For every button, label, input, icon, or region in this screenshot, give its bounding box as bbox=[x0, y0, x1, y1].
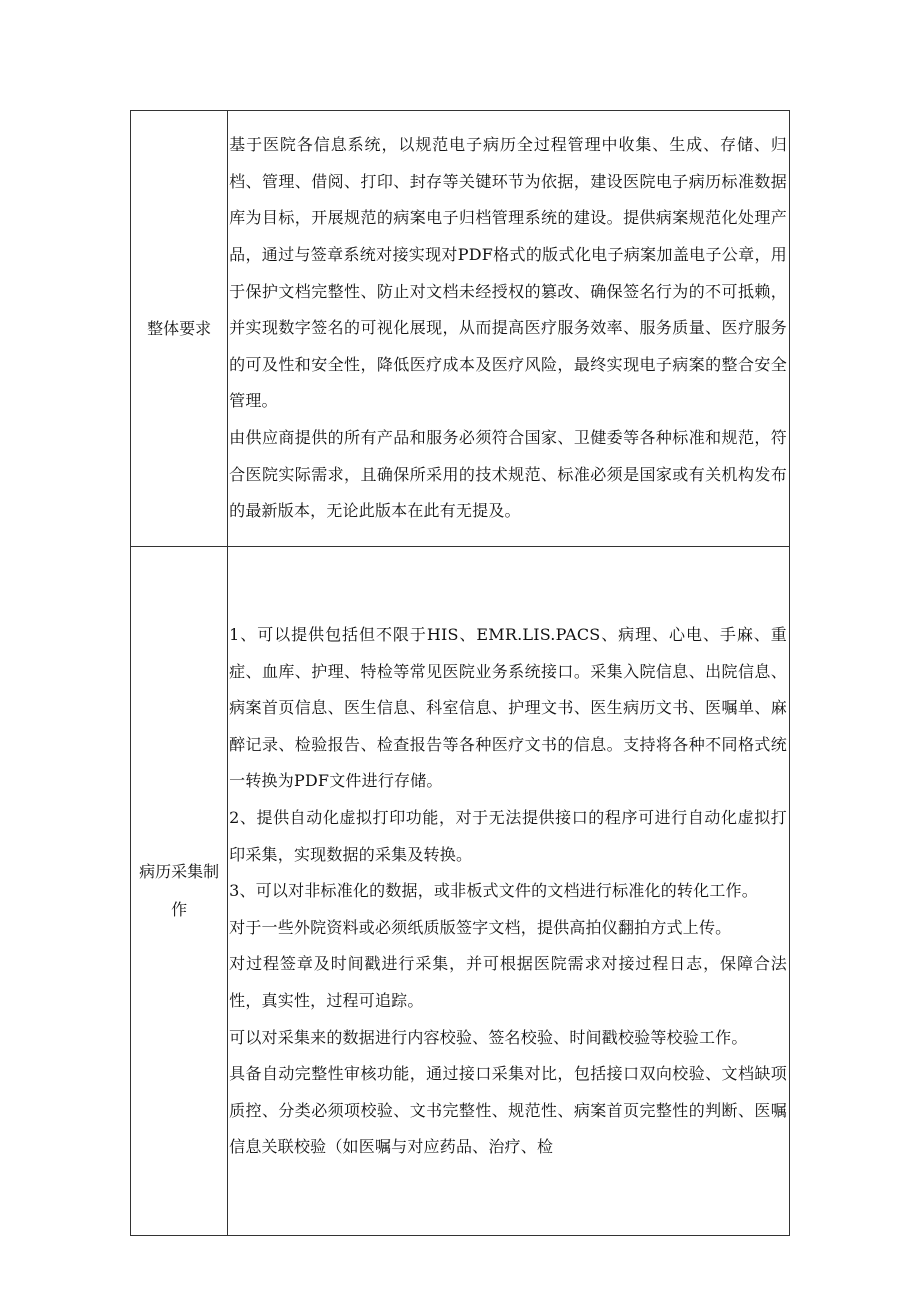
content-paragraph: 对于一些外院资料或必须纸质版签字文档，提供高拍仪翻拍方式上传。 bbox=[229, 917, 732, 937]
row-content bbox=[228, 111, 790, 547]
row-label: 病历采集制作 bbox=[131, 547, 228, 1236]
content-paragraph: 基于医院各信息系统，以规范电子病历全过程管理中收集、生成、存储、归档、管理、借阅、打印、封存等关键环节为依据，建设医院电子病历标准数据库为目标，开展规范的病案电子归档管理系统的建设。提供病案规范化处理产品，通过与签章系统对接实现对PDF格式的版式化电子病案加盖电子公章，用于保护文档完整性、防止对文档未经授权的篡改、确保签名行为的不可抵赖，并实现数字签名的可视化展现，从而提高医疗服务效率、服务质量、医疗服务的可及性和安全性，降低医疗成本及医疗风险，最终实现电子病案的整合安全管理。 bbox=[229, 135, 787, 411]
content-paragraph: 3、可以对非标准化的数据，或非板式文件的文档进行标准化的转化工作。 bbox=[229, 881, 758, 901]
content-paragraph: 由供应商提供的所有产品和服务必须符合国家、卫健委等各种标准和规范，符合医院实际需求，且确保所采用的技术规范、标准必须是国家或有关机构发布的最新版本，无论此版本在此有无提及。 bbox=[229, 427, 787, 521]
requirements-table bbox=[130, 110, 790, 1236]
content-paragraph: 2、提供自动化虚拟打印功能，对于无法提供接口的程序可进行自动化虚拟打印采集，实现数据的采集及转换。 bbox=[229, 807, 787, 864]
content-paragraph: 1、可以提供包括但不限于HIS、EMR.LIS.PACS、病理、心电、手麻、重症、血库、护理、特检等常见医院业务系统接口。采集入院信息、出院信息、病案首页信息、医生信息、科室信息、护理文书、医生病历文书、医嘱单、麻醉记录、检验报告、检查报告等各种医疗文书的信息。支持将各种不同格式统一转换为PDF文件进行存储。 bbox=[229, 625, 787, 791]
content-paragraph: 对过程签章及时间戳进行采集，并可根据医院需求对接过程日志，保障合法性，真实性，过程可追踪。 bbox=[229, 954, 787, 1010]
content-paragraph: 具备自动完整性审核功能，通过接口采集对比，包括接口双向校验、文档缺项质控、分类必须项校验、文书完整性、规范性、病案首页完整性的判断、医嘱信息关联校验（如医嘱与对应药品、治疗、检 bbox=[229, 1064, 787, 1157]
row-label: 整体要求 bbox=[131, 111, 228, 547]
table-row bbox=[131, 111, 790, 547]
content-paragraph: 可以对采集来的数据进行内容校验、签名校验、时间戳校验等校验工作。 bbox=[229, 1027, 748, 1047]
row-content bbox=[228, 547, 790, 1236]
table-row bbox=[131, 547, 790, 1236]
